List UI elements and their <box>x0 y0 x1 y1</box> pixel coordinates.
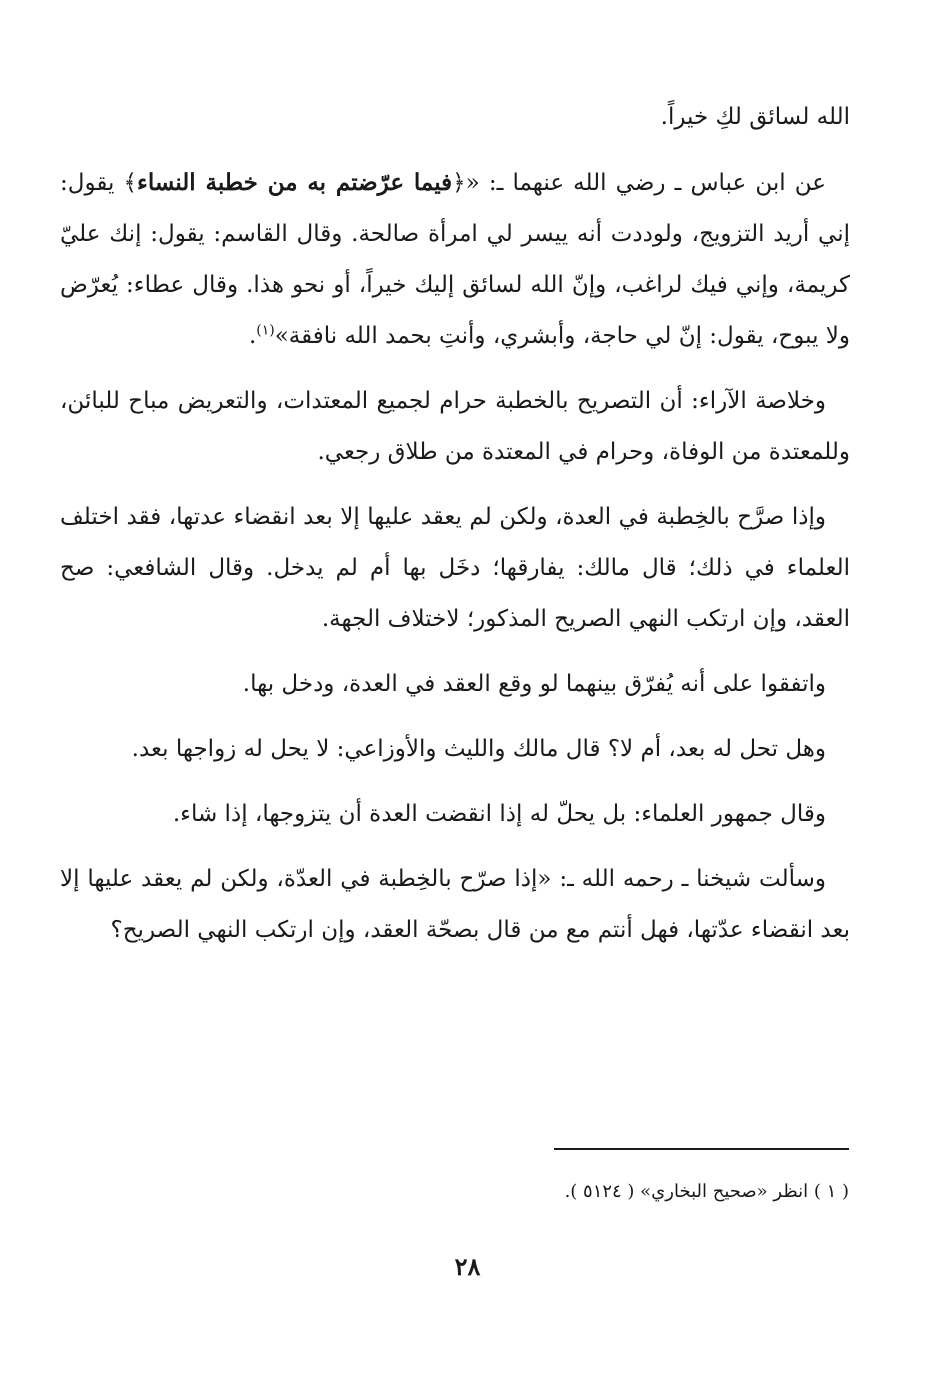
paragraph-7: وقال جمهور العلماء: بل يحلّ له إذا انقضت العدة أن يتزوجها، إذا شاء. <box>172 801 826 827</box>
paragraph-2-rest: ﴾ يقول: إني أريد التزويج، ولوددت أنه ييسر لي امرأة صالحة. وقال القاسم: يقول: إنك عليّ كريمة، وإني فيك لراغب، وإنّ الله لسائق إليك خيراً، أو نحو هذا. وقال عطاء: يُعرّض ولا يبوح، يقول: إنّ لي حاجة، وأبشري، وأنتِ بحمد الله نافقة» <box>60 170 850 349</box>
footnote-divider <box>554 1148 849 1150</box>
paragraph-8: وسألت شيخنا ـ رحمه الله ـ: «إذا صرّح بالخِطبة في العدّة، ولكن لم يعقد عليها إلا بعد انقضاء عدّتها، فهل أنتم مع من قال بصحّة العقد، وإن ارتكب النهي الصريح؟ <box>60 866 850 943</box>
paragraph-2 <box>60 157 850 362</box>
paragraph-5: واتفقوا على أنه يُفرّق بينهما لو وقع العقد في العدة، ودخل بها. <box>242 671 826 697</box>
quran-quote: فيما عرّضتم به من خطبة النساء <box>137 169 453 196</box>
page-number: ٢٨ <box>454 1252 481 1281</box>
paragraph-6: وهل تحل له بعد، أم لا؟ قال مالك والليث والأوزاعي: لا يحل له زواجها بعد. <box>131 736 826 762</box>
paragraph-3: وخلاصة الآراء: أن التصريح بالخطبة حرام لجميع المعتدات، والتعريض مباح للبائن، وللمعتدة من الوفاة، وحرام في المعتدة من طلاق رجعي. <box>60 388 850 465</box>
footnote: ( ١ ) انظر «صحيح البخاري» ( ٥١٢٤ ). <box>564 1181 849 1202</box>
paragraph-4: وإذا صرَّح بالخِطبة في العدة، ولكن لم يعقد عليها إلا بعد انقضاء عدتها، فقد اختلف العلماء في ذلك؛ قال مالك: يفارقها؛ دخَل بها أم لم يدخل. وقال الشافعي: صح العقد، وإن ارتكب النهي الصريح المذكور؛ لاختلاف الجهة. <box>60 504 850 632</box>
paragraph-2-start: عن ابن عباس ـ رضي الله عنهما ـ: «﴿ <box>452 170 826 196</box>
paragraph-2-end: . <box>248 323 257 349</box>
footnote-reference: (١) <box>256 322 275 339</box>
page-body <box>60 92 850 970</box>
paragraph-1: الله لسائق لكِ خيراً. <box>660 104 850 130</box>
